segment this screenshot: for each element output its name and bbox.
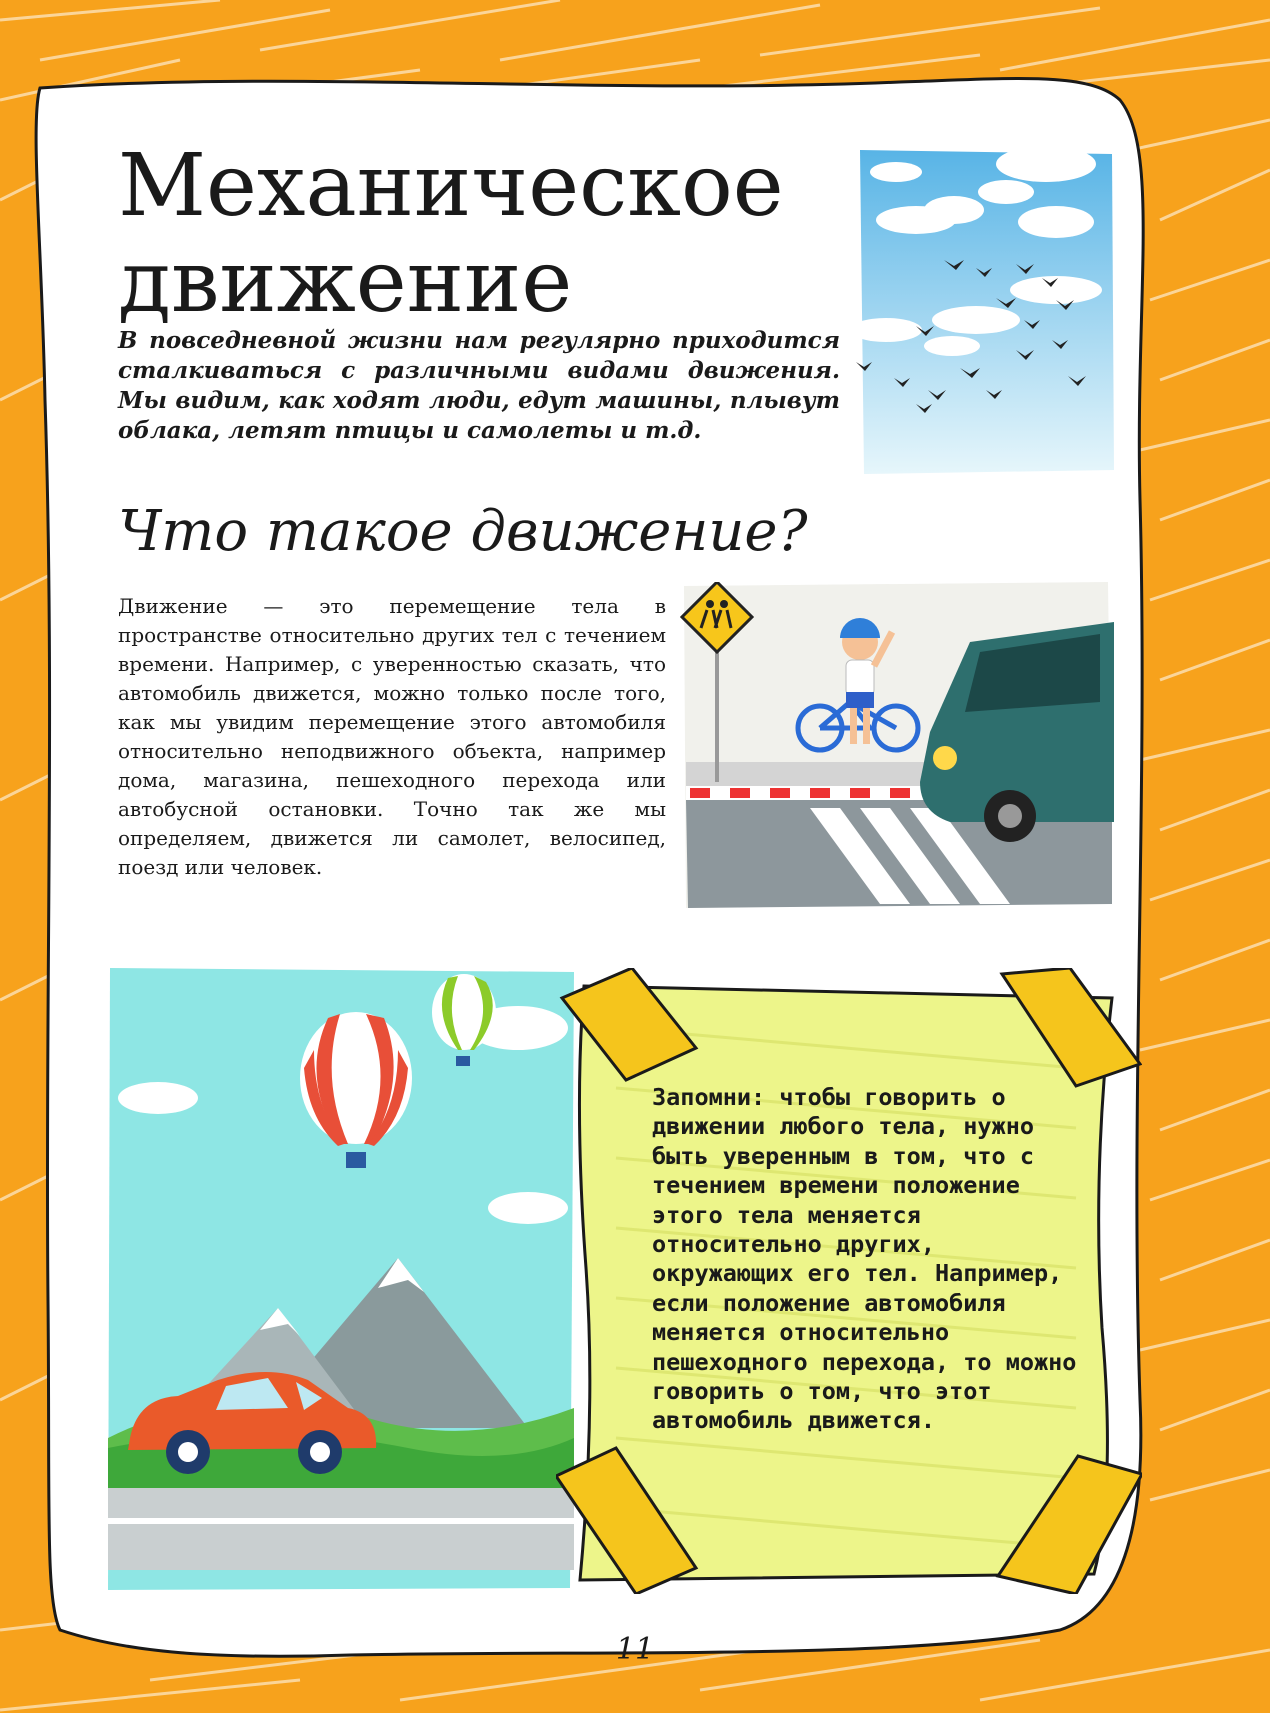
sky-birds-picture bbox=[856, 150, 1116, 476]
remember-note-text: Запомни: чтобы говорить о движении любого тела, нужно быть уверенным в том, что с течением времени положение этого тела меняется относительно других, окружающих его тел. Например, если положение автомобиля меняется относительно пешеходного перехода, то можно говорить о том, что этот автомобиль движется. bbox=[652, 1083, 1077, 1435]
balloons-landscape-picture bbox=[108, 968, 576, 1590]
body-paragraph: Движение — это перемещение тела в пространстве относительно других тел с течением времени. Например, с уверенностью сказать, что автомобиль движется, можно только после того, как мы увидим перемещение этого автомобиля относительно неподвижного объекта, например дома, магазина, пешеходного перехода или автобусной остановки. Точно так же мы определяем, движется ли самолет, велосипед, поезд или человек. bbox=[118, 594, 666, 879]
crossing-scene-picture bbox=[680, 582, 1114, 908]
page-number: 11 bbox=[615, 1632, 655, 1667]
section-heading: Что такое движение? bbox=[118, 499, 808, 564]
intro-paragraph: В повседневной жизни нам регулярно приходится сталкиваться с различными видами движения. Мы видим, как ходят люди, едут машины, плывут облака, летят птицы и самолеты и т.д. bbox=[118, 327, 840, 444]
page-title: Механическое движение bbox=[118, 136, 784, 332]
